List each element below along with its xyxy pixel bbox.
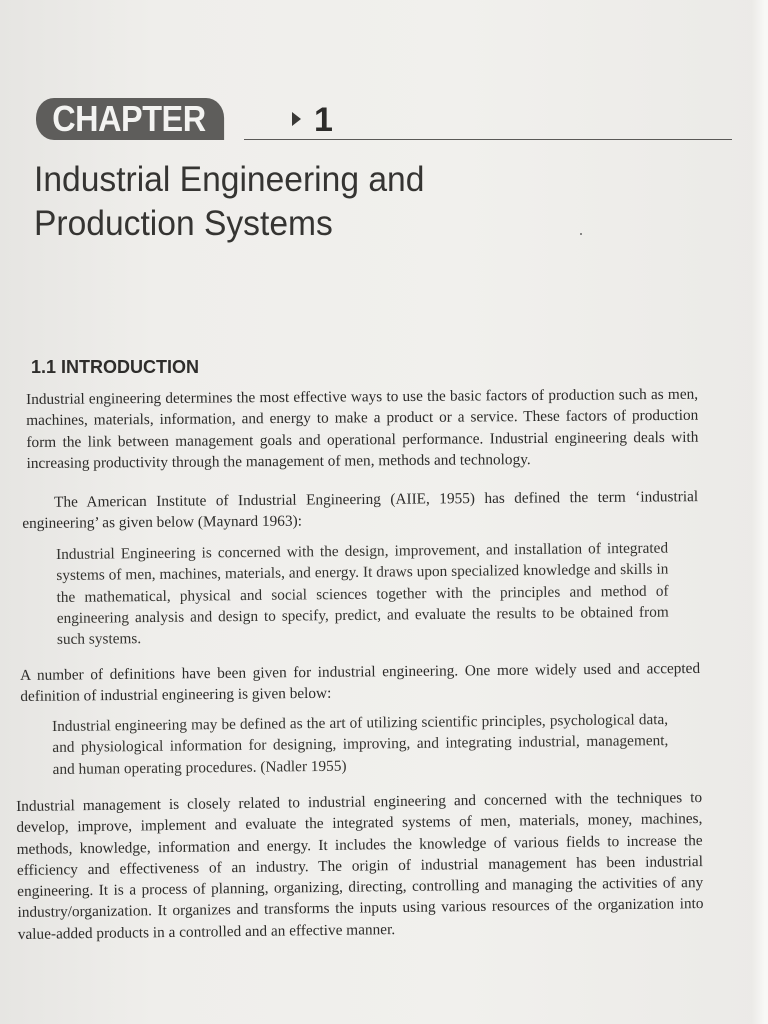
- chapter-title: [34, 158, 648, 246]
- quote-aiie-definition: Industrial Engineering is concerned with the design, improvement, and installation of integrated systems of men, machines, materials, and energy. It draws upon specialized knowledge and skills in the mathematical, physical and social sciences together with the principles and method of engineering analysis and design to specify, predict, and evaluate the results to be obtained from such systems.: [56, 539, 669, 649]
- chapter-number: 1: [314, 101, 333, 139]
- chapter-title-line-1: Industrial Engineering and: [34, 160, 425, 199]
- section-heading: 1.1 INTRODUCTION: [31, 357, 200, 377]
- chapter-title-line-2: Production Systems: [34, 204, 333, 243]
- paragraph-intro: Industrial engineering determines the most effective ways to use the basic factors of production such as men, machines, materials, information, and energy to make a product or a service. These factors of production form the link between management goals and operational performance. Industrial engineering deals with increasing productivity through the management of men, methods and technology.: [26, 385, 699, 472]
- paragraph-definitions: A number of definitions have been given for industrial engineering. One more widely used and accepted definition of industrial engineering is given below:: [20, 659, 701, 706]
- page-edge-shadow: [752, 0, 768, 1024]
- chapter-badge: CHAPTER: [36, 98, 224, 140]
- quote-nadler-definition: Industrial engineering may be defined as the art of utilizing scientific principles, psychological data, and physiological information for designing, improving, and integrating industrial, management, and human operating procedures. (Nadler 1955): [52, 711, 669, 778]
- paragraph-industrial-management: Industrial management is closely related to industrial engineering and concerned with the techniques to develop, improve, implement and evaluate the integrated systems of men, materials, money, machines, methods, knowledge, information and energy. It includes the knowledge of various fields to increase the efficiency and effectiveness of an industry. The origin of industrial management has been industrial engineering. It is a process of planning, organizing, directing, controlling and managing the activities of any industry/organization. It organizes and transforms the inputs using various resources of the organization into value-added products in a controlled and an effective manner.: [16, 789, 704, 943]
- speck-mark: [580, 233, 582, 235]
- chapter-arrow-icon: [292, 112, 301, 126]
- paragraph-aiie: The American Institute of Industrial Engineering (AIIE, 1955) has defined the term ‘industrial engineering’ as given below (Maynard 1963):: [22, 488, 699, 533]
- chapter-header: [36, 98, 696, 144]
